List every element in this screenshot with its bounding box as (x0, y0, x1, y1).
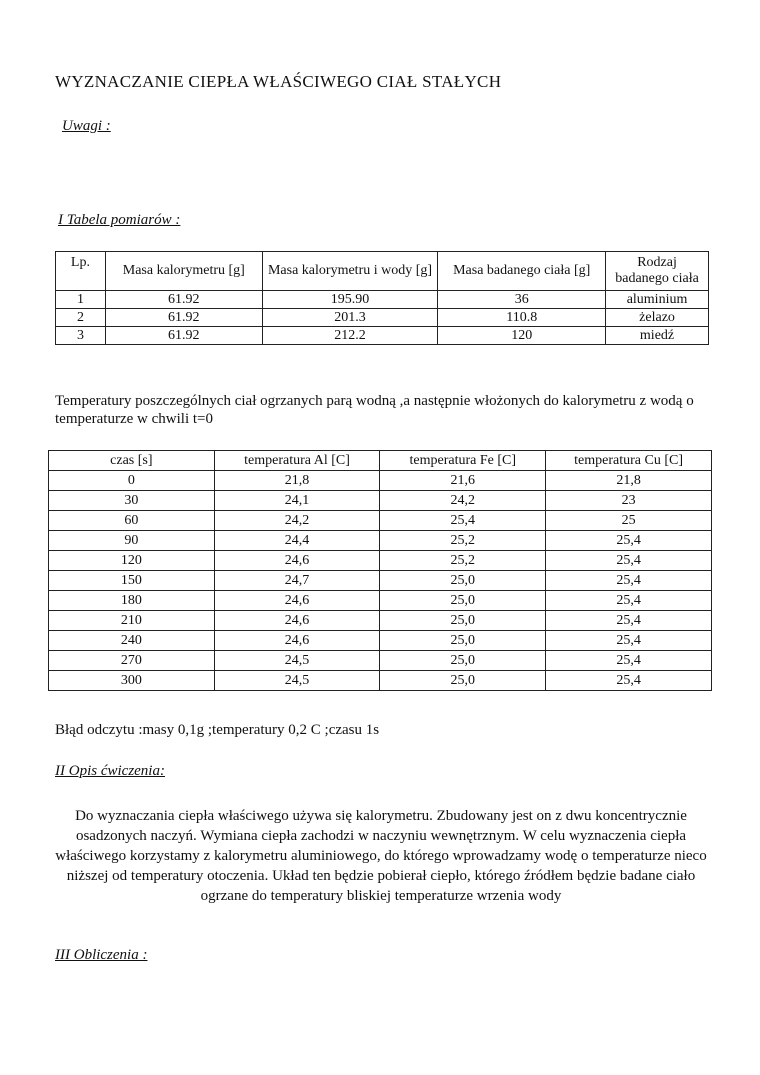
table-cell: 25,4 (380, 511, 546, 531)
table-cell: 25 (546, 511, 712, 531)
table-cell: 25,4 (546, 591, 712, 611)
table-cell: żelazo (606, 309, 709, 327)
table-header-row (56, 252, 709, 291)
table-cell: 24,2 (380, 491, 546, 511)
col-header-lp: Lp. (56, 252, 106, 291)
table-cell: 120 (49, 551, 215, 571)
col-header-temp-fe: temperatura Fe [C] (380, 451, 546, 471)
table-row (49, 591, 712, 611)
table-cell: 24,6 (214, 551, 380, 571)
table-cell: 23 (546, 491, 712, 511)
table-cell: 150 (49, 571, 215, 591)
table-cell: 21,8 (546, 471, 712, 491)
opis-heading: II Opis ćwiczenia: (55, 763, 165, 779)
table-cell: 25,4 (546, 611, 712, 631)
table-cell: aluminium (606, 291, 709, 309)
col-header-czas: czas [s] (49, 451, 215, 471)
table-cell: 25,0 (380, 571, 546, 591)
table-cell: 120 (438, 327, 606, 345)
opis-paragraph: Do wyznaczania ciepła właściwego używa się kalorymetru. Zbudowany jest on z dwu koncentrycznie osadzonych naczyń. Wymiana ciepła zachodzi w naczyniu wewnętrznym. W celu wyznaczenia ciepła właściwego korzystamy z kalorymetru aluminiowego, do którego wprowadzamy wodę o temperaturze nieco niższej od temperatury otoczenia. Układ ten będzie pobierał ciepło, którego źródłem będzie badane ciało ogrzane do temperatury bliskiej temperaturze wrzenia wody (55, 808, 707, 904)
table-cell: 210 (49, 611, 215, 631)
col-header-masa-ciala: Masa badanego ciała [g] (438, 252, 606, 291)
table-cell: 61.92 (105, 327, 262, 345)
table-row (49, 531, 712, 551)
col-header-temp-al: temperatura Al [C] (214, 451, 380, 471)
table-cell: 60 (49, 511, 215, 531)
table-header-row (49, 451, 712, 471)
temperature-table (48, 450, 712, 691)
table-cell: 25,4 (546, 631, 712, 651)
table-cell: 24,4 (214, 531, 380, 551)
table-cell: 25,4 (546, 671, 712, 691)
document-title: WYZNACZANIE CIEPŁA WŁAŚCIWEGO CIAŁ STAŁYCH (55, 72, 502, 91)
table-cell: 90 (49, 531, 215, 551)
table-cell: 25,4 (546, 651, 712, 671)
table-cell: 25,0 (380, 631, 546, 651)
table-cell: 30 (49, 491, 215, 511)
table-cell: 24,2 (214, 511, 380, 531)
table-cell: 25,0 (380, 611, 546, 631)
table-row (56, 291, 709, 309)
table-cell: 212.2 (262, 327, 438, 345)
table-cell: 25,0 (380, 651, 546, 671)
col-header-masa-kalorymetru: Masa kalorymetru [g] (105, 252, 262, 291)
table-cell: 201.3 (262, 309, 438, 327)
table-row (56, 309, 709, 327)
table-cell: 180 (49, 591, 215, 611)
table-cell: 24,5 (214, 671, 380, 691)
col-header-temp-cu: temperatura Cu [C] (546, 451, 712, 471)
table-cell: 36 (438, 291, 606, 309)
table-row (49, 551, 712, 571)
table-cell: 24,7 (214, 571, 380, 591)
table-row (49, 671, 712, 691)
table-row (49, 571, 712, 591)
table-cell: 25,4 (546, 531, 712, 551)
table-cell: 25,2 (380, 551, 546, 571)
table-row (49, 511, 712, 531)
obliczenia-heading: III Obliczenia : (55, 947, 148, 963)
col-header-rodzaj-ciala: Rodzaj badanego ciała (606, 252, 709, 291)
table-row (49, 631, 712, 651)
table-cell: 25,4 (546, 551, 712, 571)
table-cell: 110.8 (438, 309, 606, 327)
table-row (49, 471, 712, 491)
table-cell: 25,0 (380, 671, 546, 691)
table-row (49, 491, 712, 511)
table-cell: 24,5 (214, 651, 380, 671)
table-cell: 195.90 (262, 291, 438, 309)
temperature-table-body (49, 471, 712, 691)
table-cell: 25,4 (546, 571, 712, 591)
table-cell: 1 (56, 291, 106, 309)
table-cell: 25,0 (380, 591, 546, 611)
table-cell: 24,6 (214, 631, 380, 651)
table-cell: 0 (49, 471, 215, 491)
table-cell: 61.92 (105, 291, 262, 309)
table-cell: 3 (56, 327, 106, 345)
table-row (49, 651, 712, 671)
table-cell: 21,8 (214, 471, 380, 491)
table-row (49, 611, 712, 631)
table-cell: 24,6 (214, 591, 380, 611)
reading-error-note: Błąd odczytu :masy 0,1g ;temperatury 0,2 C ;czasu 1s (55, 722, 380, 738)
table-cell: 24,1 (214, 491, 380, 511)
table-cell: 270 (49, 651, 215, 671)
tabela-heading: I Tabela pomiarów : (58, 212, 181, 228)
table-cell: 61.92 (105, 309, 262, 327)
uwagi-label: Uwagi : (62, 118, 111, 134)
table-cell: 24,6 (214, 611, 380, 631)
measurement-table (55, 251, 709, 345)
table-cell: 240 (49, 631, 215, 651)
table-cell: 2 (56, 309, 106, 327)
table-cell: 25,2 (380, 531, 546, 551)
table-cell: miedź (606, 327, 709, 345)
table-cell: 21,6 (380, 471, 546, 491)
temperature-note: Temperatury poszczególnych ciał ogrzanych parą wodną ,a następnie włożonych do kalorymetru z wodą o temperaturze w chwili t=0 (55, 393, 694, 427)
table-cell: 300 (49, 671, 215, 691)
col-header-masa-kalorymetru-wody: Masa kalorymetru i wody [g] (262, 252, 438, 291)
table-row (56, 327, 709, 345)
